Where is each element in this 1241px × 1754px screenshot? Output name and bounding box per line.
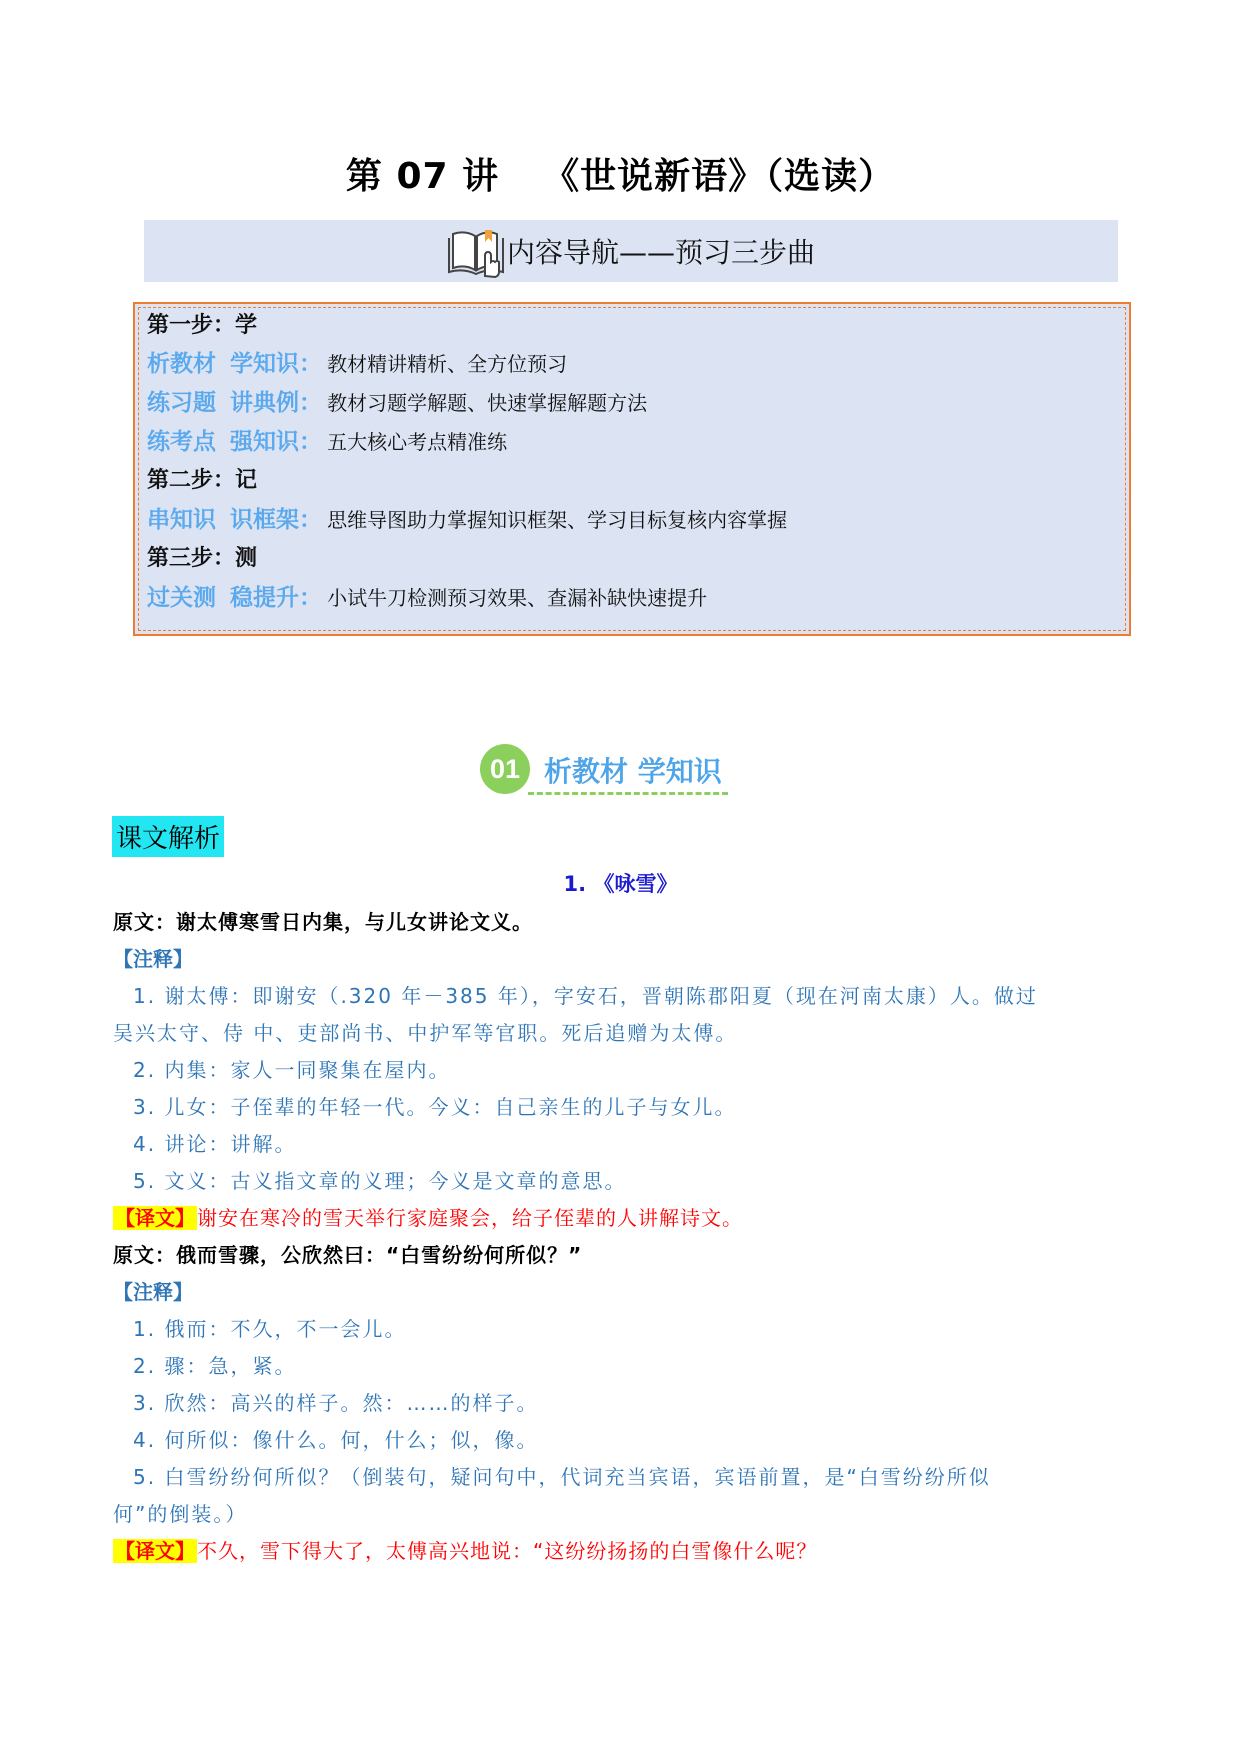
- translation-label: 【译文】: [115, 1539, 195, 1563]
- translation-text: 谢安在寒冷的雪天举行家庭聚会，给子侄辈的人讲解诗文。: [197, 1206, 743, 1230]
- nav-item-key: 练考点 强知识：: [147, 429, 322, 455]
- nav-item-key: 过关测 稳提升：: [147, 585, 322, 611]
- step-three-row: [147, 539, 257, 579]
- note-item: 5. 文义：古义指文章的义理；今义是文章的意思。: [133, 1169, 627, 1193]
- step-heading: 第一步：学: [147, 313, 258, 338]
- nav-item: [147, 383, 647, 423]
- book-hand-icon: [447, 224, 505, 278]
- original-text: 原文：谢太傅寒雪日内集，与儿女讲论文义。: [113, 910, 533, 934]
- nav-item-key: 练习题 讲典例：: [147, 390, 322, 416]
- nav-item-desc: 思维导图助力掌握知识框架、学习目标复核内容掌握: [327, 508, 788, 532]
- nav-item: [147, 344, 567, 384]
- translation-line: [113, 1203, 1129, 1233]
- study-steps-box: [133, 302, 1131, 636]
- translation-line: [113, 1536, 1129, 1566]
- page-title: [0, 148, 1241, 199]
- section-label: 析教材 学知识: [544, 755, 722, 788]
- nav-item-key: 串知识 识框架：: [147, 507, 322, 533]
- nav-item: [147, 500, 787, 540]
- translation-text: 不久，雪下得大了，太傅高兴地说：“这纷纷扬扬的白雪像什么呢？: [197, 1539, 818, 1563]
- step-one-row: [147, 306, 257, 346]
- nav-item-desc: 教材精讲精析、全方位预习: [327, 352, 568, 376]
- nav-item-desc: 五大核心考点精准练: [327, 430, 508, 454]
- lecture-name: 《世说新语》（选读）: [543, 156, 896, 197]
- translation-label: 【译文】: [115, 1206, 195, 1230]
- nav-item: [147, 422, 507, 462]
- note-item: 4. 何所似：像什么。何，什么；似，像。: [133, 1428, 539, 1452]
- nav-item-key: 析教材 学知识：: [147, 351, 322, 377]
- section-number-badge: 01: [480, 744, 530, 794]
- note-item: 吴兴太守、侍 中、吏部尚书、中护军等官职。死后追赠为太傅。: [113, 1021, 738, 1045]
- content-heading: 课文解析: [112, 816, 224, 857]
- step-two-row: [147, 461, 257, 501]
- content-nav-banner: [144, 220, 1118, 282]
- section-divider: [528, 792, 728, 795]
- note-item: 5. 白雪纷纷何所似？（倒装句，疑问句中，代词充当宾语，宾语前置，是“白雪纷纷所似: [133, 1465, 991, 1489]
- nav-heading: 内容导航——预习三步曲: [506, 236, 815, 269]
- lecture-number: 第 07 讲: [345, 156, 500, 197]
- step-heading: 第三步：测: [147, 546, 258, 571]
- original-text: 原文：俄而雪骤，公欣然曰：“白雪纷纷何所似？”: [113, 1243, 583, 1267]
- note-item: 2. 内集：家人一同聚集在屋内。: [133, 1058, 451, 1082]
- note-item: 3. 欣然：高兴的样子。然：……的样子。: [133, 1391, 539, 1415]
- note-item: 何”的倒装。）: [113, 1502, 248, 1526]
- note-item: 1. 俄而：不久，不一会儿。: [133, 1317, 407, 1341]
- note-item: 3. 儿女：子侄辈的年轻一代。今义：自己亲生的儿子与女儿。: [133, 1095, 737, 1119]
- nav-item-desc: 教材习题学解题、快速掌握解题方法: [327, 391, 648, 415]
- lesson-title: 1. 《咏雪》: [563, 872, 678, 896]
- note-item: 4. 讲论：讲解。: [133, 1132, 297, 1156]
- step-heading: 第二步：记: [147, 468, 258, 493]
- note-item: 1. 谢太傅：即谢安（.320 年－385 年），字安石，晋朝陈郡阳夏（现在河南太康）人。做过: [133, 984, 1038, 1008]
- nav-item-desc: 小试牛刀检测预习效果、查漏补缺快速提升: [327, 586, 708, 610]
- nav-item: [147, 578, 707, 618]
- notes-label: 【注释】: [113, 947, 193, 971]
- notes-label: 【注释】: [113, 1280, 193, 1304]
- section-banner: [478, 740, 778, 800]
- note-item: 2. 骤：急，紧。: [133, 1354, 297, 1378]
